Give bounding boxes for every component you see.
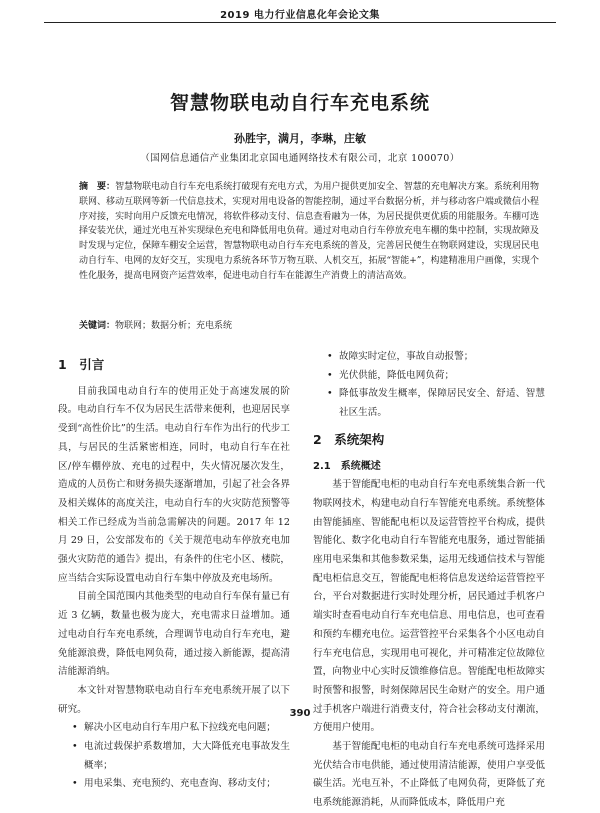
- list-item: • 解决小区电动自行车用户私下拉线充电问题；: [72, 719, 290, 738]
- paper-authors: 孙胜宇，满月，李琳，庄敏: [234, 132, 366, 145]
- research-list-continued: [313, 348, 545, 423]
- overview-paragraph-1: 基于智能配电柜的电动自行车充电系统集合新一代物联网技术，构建电动自行车智能充电系统。系统整体由智能插座、智能配电柜以及运营管控平台构成，提供智能化、数字化电动自行车智能充电服务，通过智能插座用电采集和其他参数采集，运用无线通信技术与智能配电柜信息交互，智能配电柜将信息发送给运营管控平台，平台对数据进行实时处理分析，居民通过手机客户端实时查看电动自行车充电信息、用电信息，也可查看和预约车棚充电位。运营管控平台采集各个小区电动自行车充电信息，实现用电可视化，并可精准定位故障位置，向物业中心实时反馈维修信息。智能配电柜故障实时预警和报警，时刻保障居民生命财产的安全。用户通过手机客户端进行消费支付，符合社会移动支付潮流，方便用户使用。: [313, 479, 545, 734]
- intro-paragraph-2: 目前全国范围内其他类型的电动自行车保有量已有近 3 亿辆，数量也极为庞大，充电需求日益增加。通过电动自行车充电系统，合理调节电动自行车充电，避免能源浪费，降低电网负荷，通过接入新能源，提高清洁能源消纳。: [58, 591, 290, 678]
- research-list: [58, 719, 290, 794]
- keywords-label: 关键词：: [79, 321, 116, 331]
- header-rule: [44, 22, 556, 23]
- overview-paragraph-2: 基于智能配电柜的电动自行车充电系统可选择采用光伏结合市电供能，通过使用清洁能源，使用户享受低碳生活。光电互补，不止降低了电网负荷，更降低了充电系统能源消耗，从而降低成本，降低用户充: [313, 741, 545, 809]
- intro-paragraph-3: 本文针对智慧物联电动自行车充电系统开展了以下研究。: [58, 684, 290, 715]
- list-item: • 光伏供能，降低电网负荷；: [327, 367, 545, 386]
- running-header: 2019 电力行业信息化年会论文集: [220, 10, 380, 21]
- abstract-text: 智慧物联电动自行车充电系统打破现有充电方式，为用户提供更加安全、智慧的充电解决方案。系统利用物联网、移动互联网等新一代信息技术，实现对用电设备的智能控制，通过平台数据分析，并与移动客户端或微信小程序对接，实时向用户反馈充电情况，将软件移动支付、信息查看融为一体，为居民提供更优质的用能服务。车棚可选择安装光伏，通过光电互补实现绿色充电和降低用电负荷。通过对电动自行车停放充电车棚的集中控制，实现故障及时发现与定位，保障车棚安全运营，智慧物联电动自行车充电系统的普及，完善居民便生在物联网建设，实现居民电动自行车、电网的友好交互，实现电力系统各环节万物互联、人机交互，拓展“智能+”，构建精准用户画像，实现个性化服务，提高电网资产运营效率，促进电动自行车在能源生产消费上的清洁高效。: [79, 182, 539, 281]
- abstract: [79, 180, 539, 284]
- subsection-2-1-heading: 2.1 系统概述: [313, 460, 381, 472]
- intro-paragraph-1: 目前我国电动自行车的使用正处于高速发展的阶段。电动自行车不仅为居民生活带来便利，也迎居民享受到“高性价比”的生活。电动自行车作为出行的代步工具，与居民的生活紧密相连，同时，电动自行车在社区/停车棚停放、充电的过程中，失火情况屡次发生，造成的人员伤亡和财务损失逐渐增加，引起了社会各界及相关媒体的高度关注，电动自行车的火灾防范预警等相关工作已经成为当前急需解决的问题。2017 年 12 月 29 日，公安部发布的《关于规范电动车停放充电加强火灾防范的通告》提出，有条件的住宅小区、楼院，应当结合实际设置电动自行车集中停放及充电场所。: [58, 385, 290, 584]
- list-item: • 降低事故发生概率，保障居民安全、舒适、智慧社区生活。: [327, 385, 545, 422]
- left-column: [58, 348, 290, 794]
- section-1-heading: 1 引言: [58, 357, 105, 372]
- abstract-label: 摘 要：: [79, 182, 116, 192]
- page-number: 390: [289, 708, 311, 719]
- paper-title: 智慧物联电动自行车充电系统: [169, 92, 430, 114]
- keywords: [79, 318, 539, 331]
- list-item: • 电流过载保护系数增加，大大降低充电事故发生概率；: [72, 738, 290, 775]
- section-2-heading: 2 系统架构: [313, 431, 385, 447]
- paper-affiliation: （国网信息通信产业集团北京国电通网络技术有限公司，北京 100070）: [140, 153, 460, 164]
- right-column: [313, 348, 545, 813]
- list-item: • 故障实时定位，事故自动报警；: [327, 348, 545, 367]
- keywords-text: 物联网；数据分析；充电系统: [115, 321, 233, 331]
- list-item: • 用电采集、充电预约、充电查询、移动支付；: [72, 775, 290, 794]
